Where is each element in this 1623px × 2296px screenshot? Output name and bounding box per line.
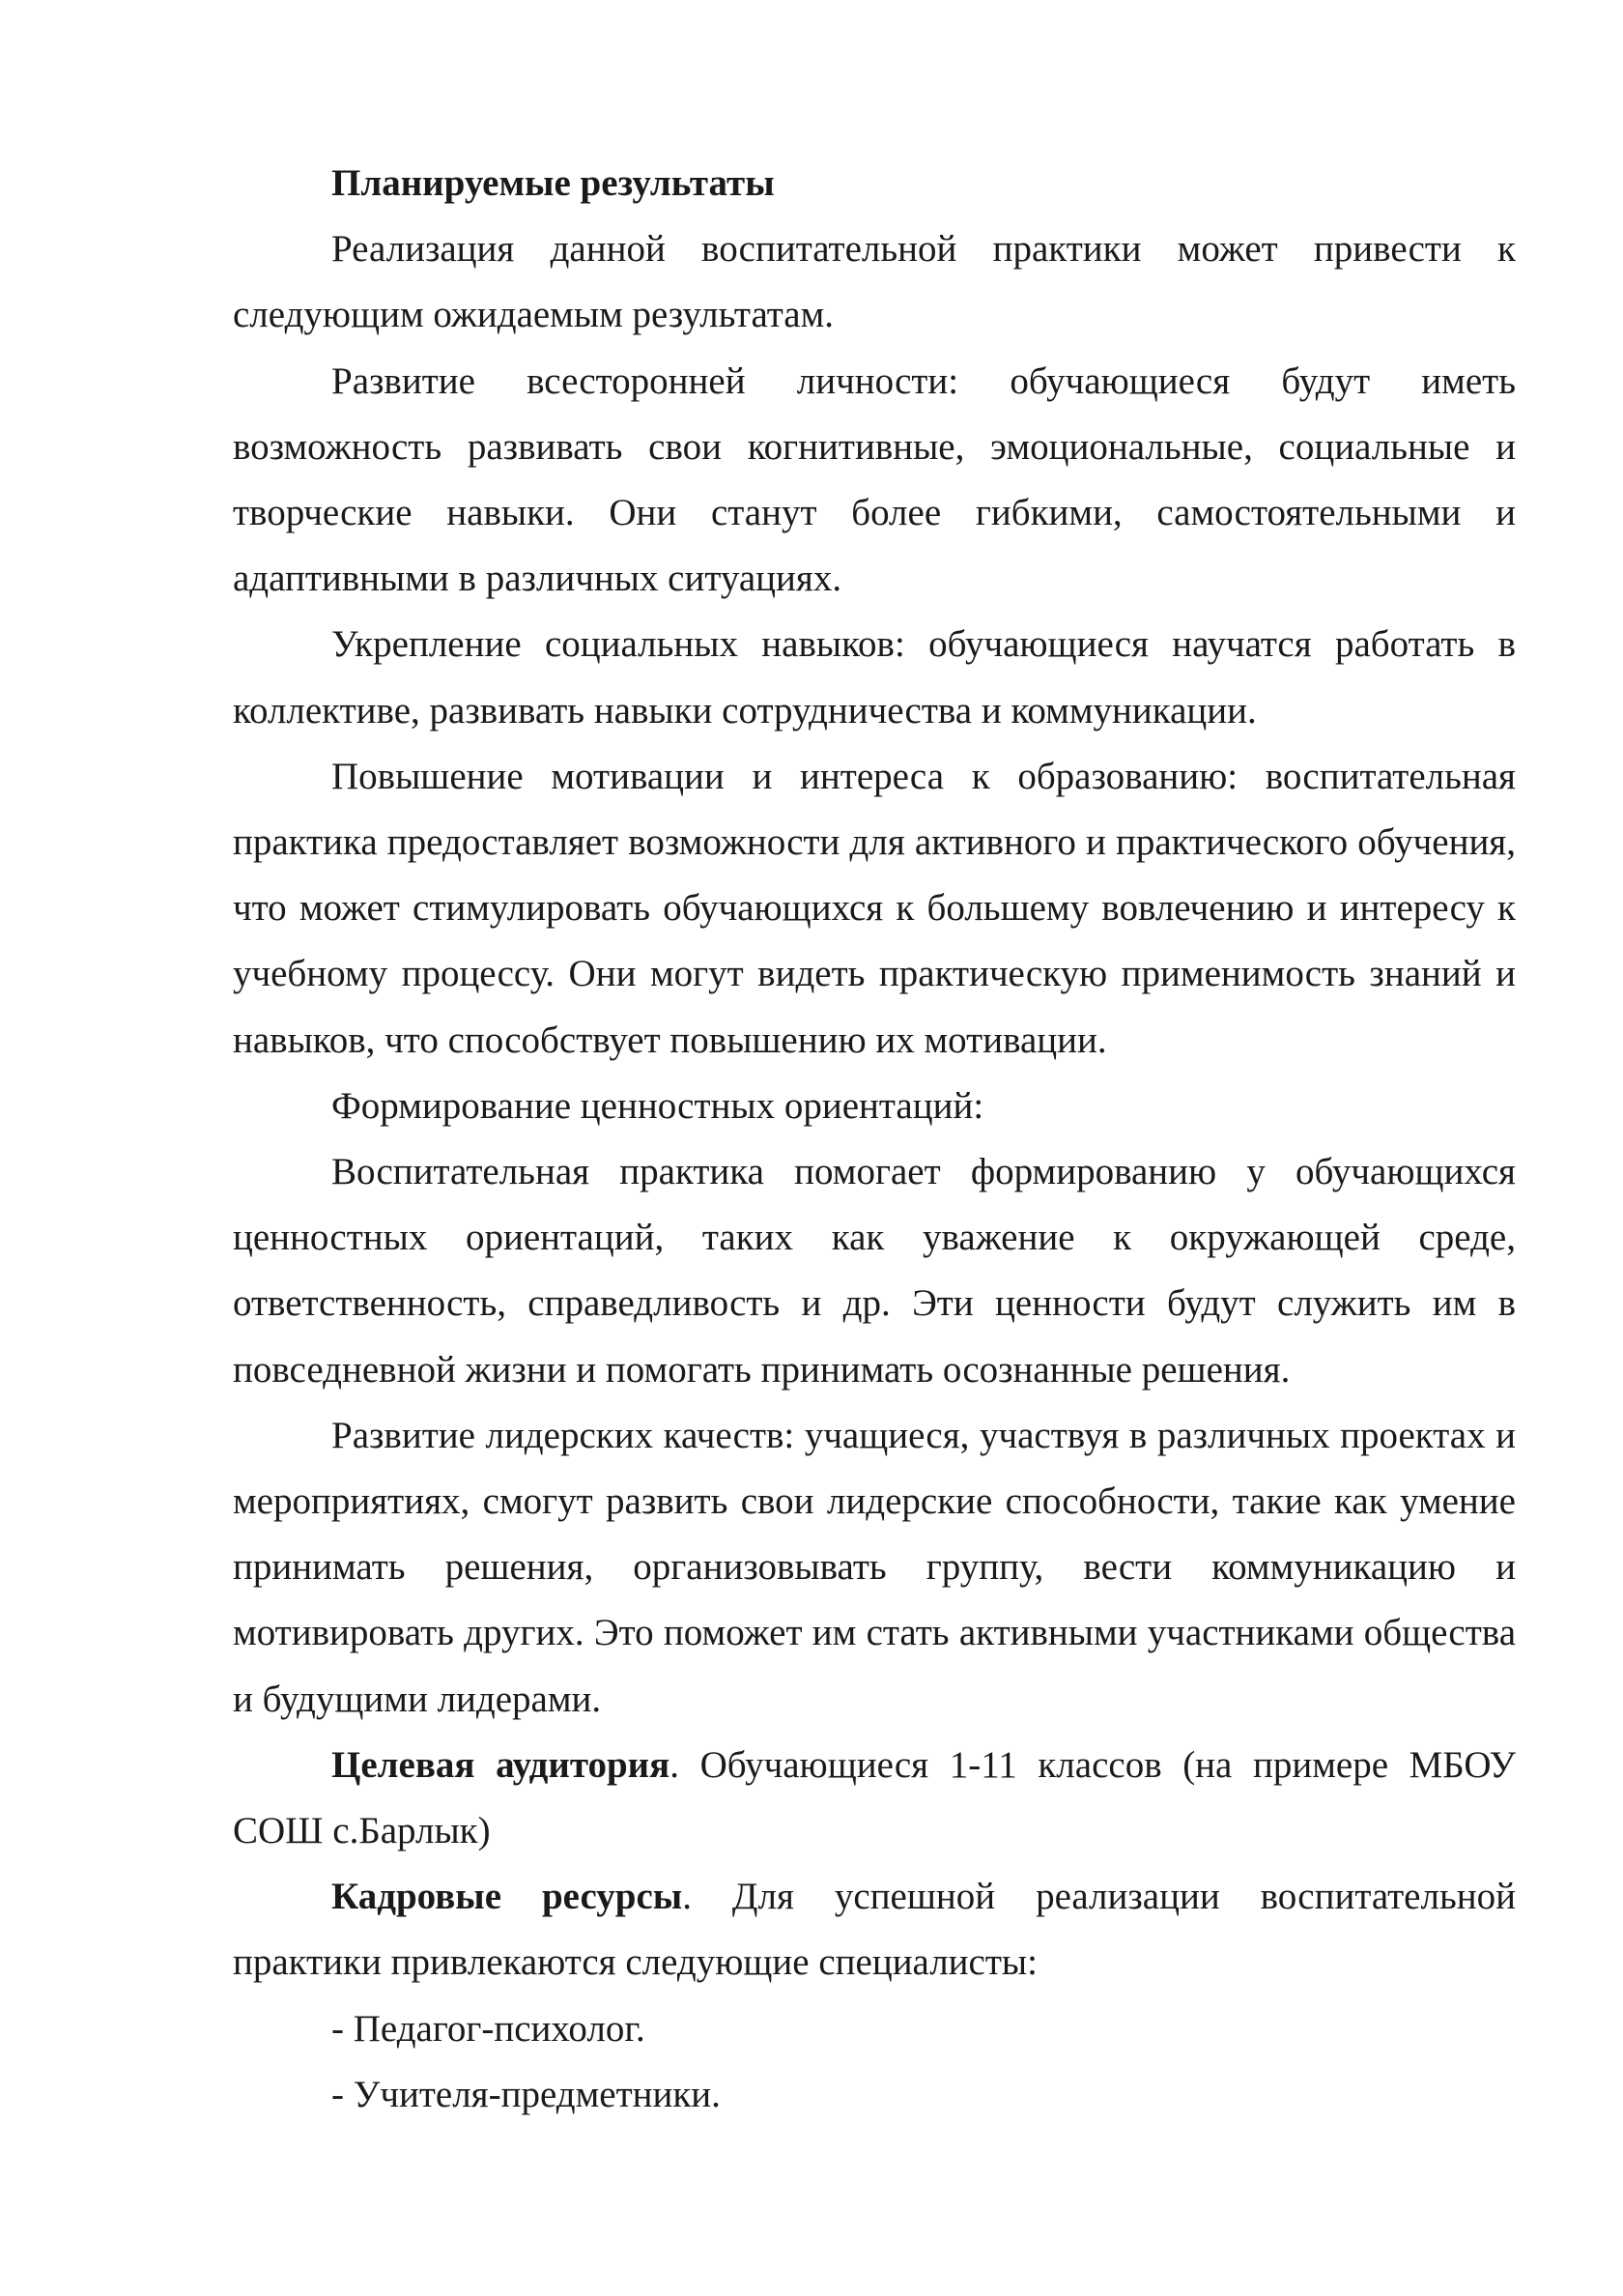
motivation-paragraph: Повышение мотивации и интереса к образованию: воспитательная практика предоставляет возможности для активного и практического обучения, что может стимулировать обучающихся к большему вовлечению и интересу к учебному процессу. Они могут видеть практическую применимость знаний и навыков, что способствует повышению их мотивации. xyxy=(233,755,1516,1061)
staff-resources-label: Кадровые ресурсы xyxy=(331,1876,683,1918)
leadership-paragraph: Развитие лидерских качеств: учащиеся, участвуя в различных проектах и мероприятиях, смогут развить свои лидерские способности, такие как умение принимать решения, организовывать группу, вести коммуникацию и мотивировать других. Это поможет им стать активными участниками общества и будущими лидерами. xyxy=(233,1414,1516,1720)
target-audience-paragraph xyxy=(233,1733,1516,1864)
staff-resources-paragraph xyxy=(233,1864,1516,1995)
section-heading: Планируемые результаты xyxy=(331,162,775,204)
social-skills-paragraph: Укрепление социальных навыков: обучающиеся научатся работать в коллективе, развивать навыки сотрудничества и коммуникации. xyxy=(233,623,1516,732)
target-audience-label: Целевая аудитория xyxy=(331,1743,670,1786)
intro-paragraph: Реализация данной воспитательной практики может привести к следующим ожидаемым результатам. xyxy=(233,228,1516,336)
values-paragraph: Воспитательная практика помогает формированию у обучающихся ценностных ориентаций, таких как уважение к окружающей среде, ответственность, справедливость и др. Эти ценности будут служить им в повседневной жизни и помогать принимать осознанные решения. xyxy=(233,1151,1516,1391)
staff-item-psychologist: - Педагог-психолог. xyxy=(331,2007,645,2050)
values-title-paragraph: Формирование ценностных ориентаций: xyxy=(331,1084,984,1127)
target-audience-text: . Обучающиеся 1-11 классов (на примере МБОУ СОШ с.Барлык) xyxy=(233,1743,1516,1852)
staff-resources-text: . Для успешной реализации воспитательной практики привлекаются следующие специалисты: xyxy=(233,1876,1516,1984)
development-paragraph: Развитие всесторонней личности: обучающиеся будут иметь возможность развивать свои когнитивные, эмоциональные, социальные и творческие навыки. Они станут более гибкими, самостоятельными и адаптивными в различных ситуациях. xyxy=(233,359,1516,600)
staff-item-teachers: - Учителя-предметники. xyxy=(331,2073,721,2115)
document-page xyxy=(233,151,1516,2128)
